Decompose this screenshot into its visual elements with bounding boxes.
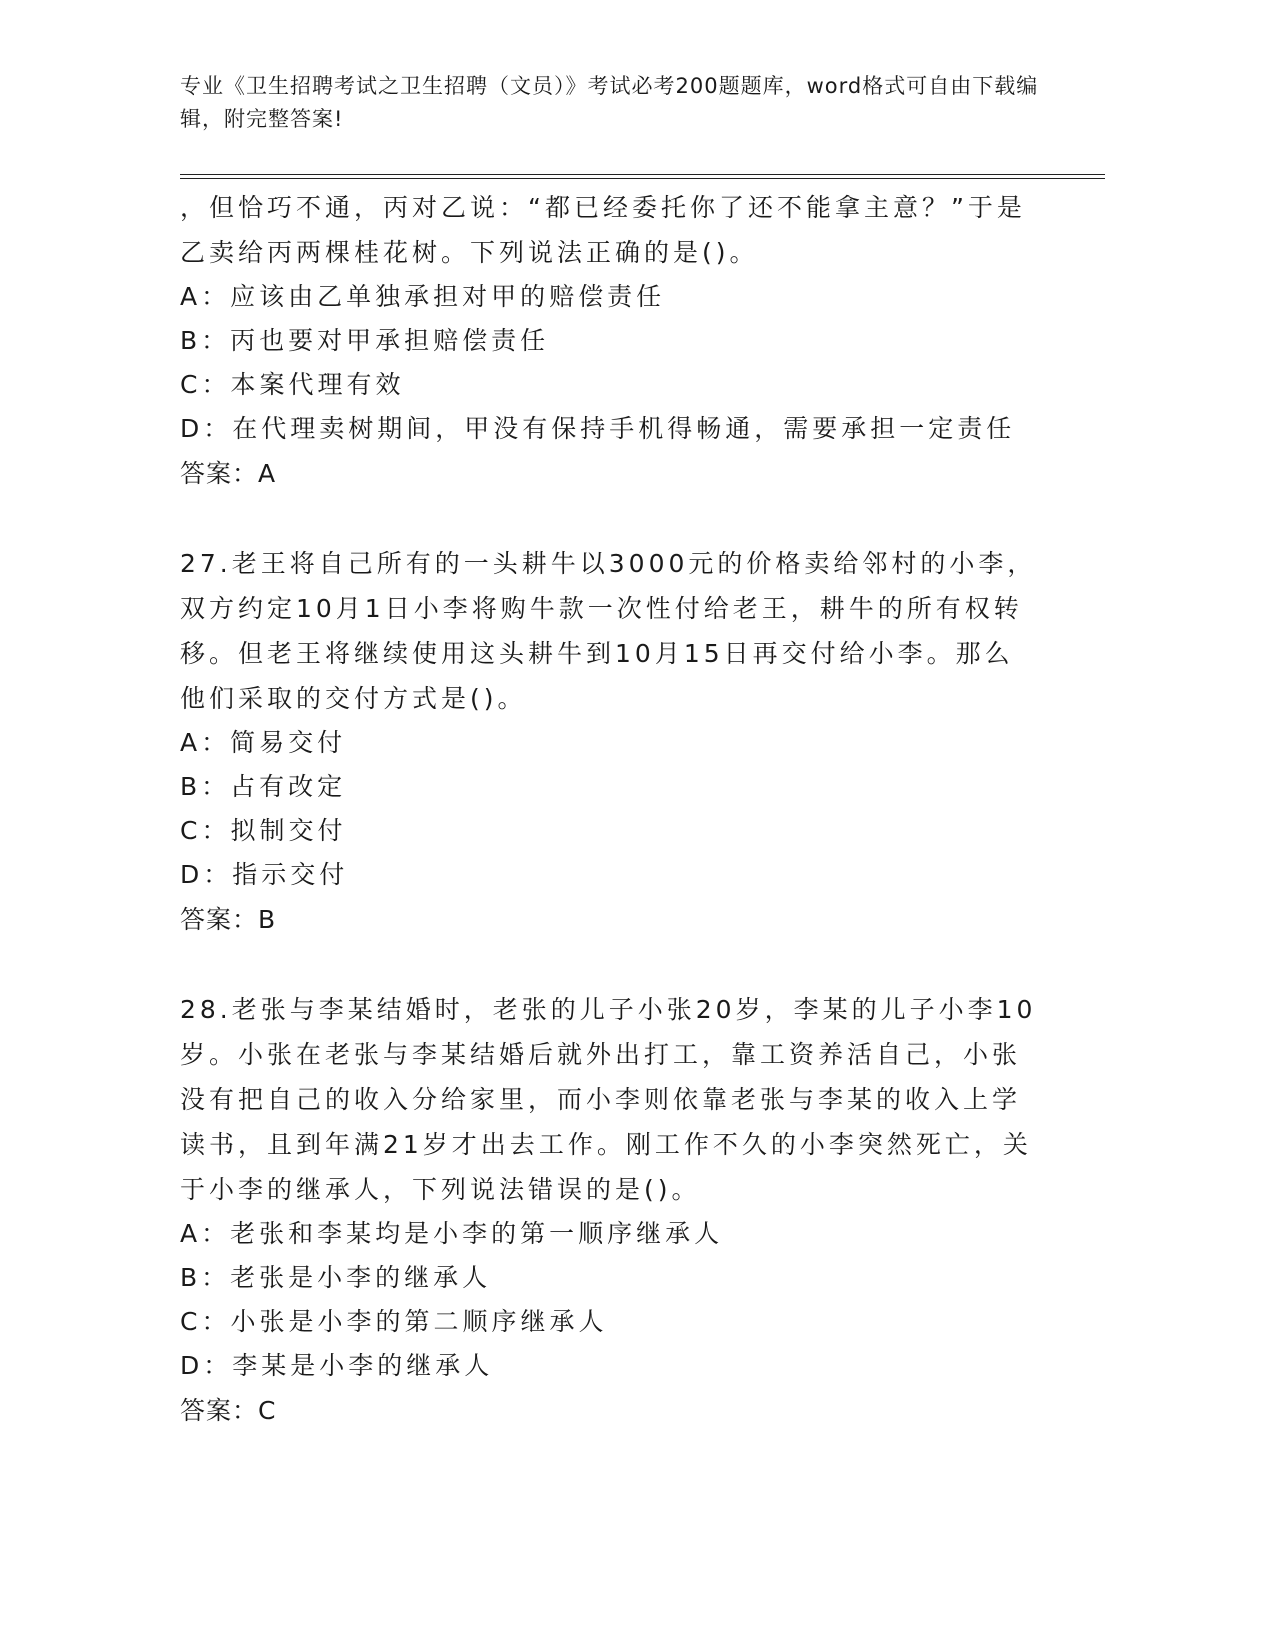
document-header: 专业《卫生招聘考试之卫生招聘（文员）》考试必考200题题库，word格式可自由下载编辑，附完整答案!: [180, 74, 1039, 131]
option-c: C：小张是小李的第二顺序继承人: [180, 1307, 608, 1336]
option-a: A：简易交付: [180, 728, 347, 757]
answer-line: 答案：A: [180, 459, 277, 488]
option-b: B：占有改定: [180, 772, 347, 801]
header-double-rule: [180, 174, 1105, 179]
question-text: 27.老王将自己所有的一头耕牛以3000元的价格卖给邻村的小李，双方约定10月1日小李将购牛款一次性付给老王，耕牛的所有权转移。但老王将继续使用这头耕牛到10月15日再交付给小李。那么他们采取的交付方式是()。: [180, 549, 1037, 713]
option-c: C：拟制交付: [180, 816, 347, 845]
option-a: A：老张和李某均是小李的第一顺序继承人: [180, 1219, 724, 1248]
answer-line: 答案：B: [180, 905, 277, 934]
option-a: A：应该由乙单独承担对甲的赔偿责任: [180, 282, 666, 311]
option-b: B：老张是小李的继承人: [180, 1263, 492, 1292]
option-c: C：本案代理有效: [180, 370, 405, 399]
option-d: D：李某是小李的继承人: [180, 1351, 494, 1380]
continued-question: [180, 185, 1120, 497]
question-28: [180, 987, 1120, 1434]
document-page: [180, 70, 1120, 1434]
option-b: B：丙也要对甲承担赔偿责任: [180, 326, 550, 355]
question-text: ，但恰巧不通，丙对乙说：“都已经委托你了还不能拿主意？”于是乙卖给丙两棵桂花树。下列说法正确的是()。: [180, 193, 1026, 267]
option-d: D：指示交付: [180, 860, 349, 889]
question-text: 28.老张与李某结婚时，老张的儿子小张20岁，李某的儿子小李10岁。小张在老张与李某结婚后就外出打工，靠工资养活自己，小张没有把自己的收入分给家里，而小李则依靠老张与李某的收入上学读书，且到年满21岁才出去工作。刚工作不久的小李突然死亡，关于小李的继承人，下列说法错误的是()。: [180, 995, 1037, 1204]
question-27: [180, 541, 1120, 943]
answer-line: 答案：C: [180, 1396, 277, 1425]
option-d: D：在代理卖树期间，甲没有保持手机得畅通，需要承担一定责任: [180, 414, 1016, 443]
